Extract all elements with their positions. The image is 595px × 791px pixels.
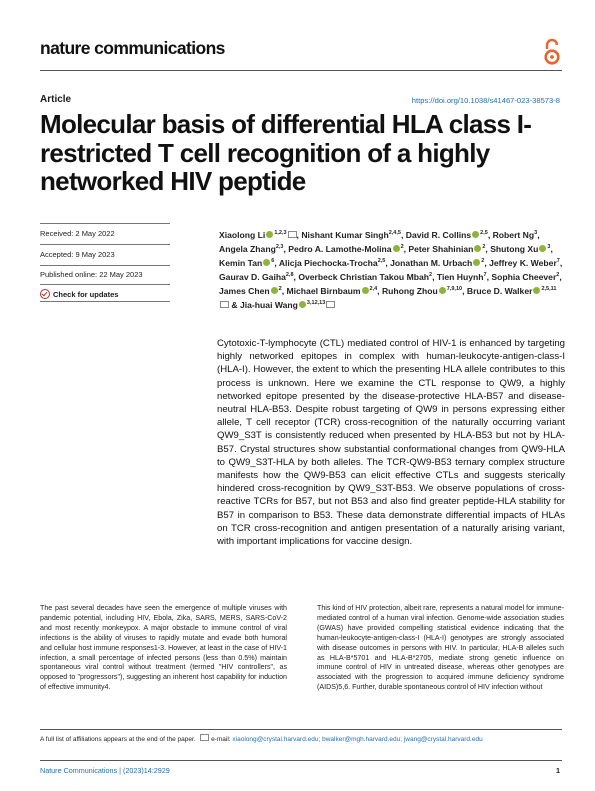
check-updates-icon <box>40 289 50 299</box>
orcid-icon[interactable] <box>539 245 546 252</box>
author-affiliation: 2 <box>429 271 433 278</box>
author-name: David R. Collins <box>405 229 472 240</box>
body-column-left: The past several decades have seen the emergence of multiple viruses with pandemic potential, including HIV, Ebola, Zika, SARS, MERS, SARS-CoV-2 and most recently monkeypox. A major obstacle to immune control of viral infections is the ability of viruses to rapidly mutate and evade both humoral and cellular host immune responses1-3. However, at least in the case of HIV-1 infection, a small percentage of infected persons (less than 0.5%) maintain spontaneous viral control without treatment (termed "HIV controllers", as opposed to "progressors"), suggesting an inherent host capability for induction of effective immunity4. <box>40 604 287 692</box>
divider <box>40 301 170 302</box>
orcid-icon[interactable] <box>299 301 306 308</box>
author-affiliation: 6 <box>271 257 275 264</box>
orcid-icon[interactable] <box>271 287 278 294</box>
published-date: Published online: 22 May 2023 <box>40 270 143 279</box>
email-label: e-mail: <box>211 736 231 743</box>
mail-icon[interactable] <box>220 301 229 308</box>
orcid-icon[interactable] <box>472 231 479 238</box>
email-addresses[interactable]: xiaolong@crystal.harvard.edu; bwalker@mgh.harvard.edu; jwang@crystal.harvard.edu <box>232 736 483 743</box>
author-affiliation: 2,5 <box>377 257 386 264</box>
author[interactable] <box>390 258 484 268</box>
author[interactable] <box>219 286 282 296</box>
orcid-icon[interactable] <box>533 287 540 294</box>
author-name: Gaurav D. Gaiha <box>219 271 286 282</box>
author-affiliation: 7,9,10 <box>446 285 463 292</box>
author-affiliation: 2 <box>556 271 560 278</box>
author-affiliation: 2,4,5 <box>388 230 401 236</box>
footer-citation: Nature Communications | (2023)14:2929 <box>40 766 170 775</box>
journal-name: nature communications <box>40 38 225 58</box>
author-affiliation: 2,5 <box>480 230 488 236</box>
orcid-icon[interactable] <box>263 259 270 266</box>
author[interactable] <box>219 258 274 268</box>
open-access-icon <box>543 38 561 66</box>
affiliation-note: A full list of affiliations appears at the end of the paper. <box>40 736 196 743</box>
author-name: Robert Ng <box>492 229 535 240</box>
author-list: Xiaolong Li $^{1,2,3}$ , Nishant Kumar Singh$^{2,4,5}$, David R. Collins $^{2,5}$, Robert Ng$^3$, Angela Zhang$^{2,3}$, Pedro A. Lamothe-Molina $^2$, Peter Shahinian $^2$, Shutong Xu $^3$, Kemin Tan $^6$, Alicja Piechocka-Trocha$^{2,5}$, Jonathan M. Urbach $^2$, Jeffrey K. Weber$^7$, Gaurav D. Gaiha$^{2,8}$, Overbeck Christian Takou Mbah$^2$, Tien Huynh$^7$, Sophia Cheever$^2$, James Chen $^2$, Michael Birnbaum $^{2,4}$, Ruhong Zhou $^{7,9,10}$, Bruce D. Walker $^{2,5,11}$ & Jia-huai Wang $^{3,12,13}$ <box>219 229 563 310</box>
author[interactable] <box>240 300 335 310</box>
footer-rule <box>40 760 562 761</box>
author[interactable] <box>219 244 283 254</box>
author[interactable] <box>437 272 487 282</box>
author-name: Alicja Piechocka-Trocha <box>278 257 378 268</box>
divider <box>40 265 170 266</box>
mail-icon[interactable] <box>326 301 335 308</box>
author[interactable] <box>288 244 403 254</box>
article-type: Article <box>40 94 72 105</box>
author[interactable] <box>382 286 462 296</box>
orcid-icon[interactable] <box>393 245 400 252</box>
mail-icon[interactable] <box>288 231 297 238</box>
author-affiliation: 3 <box>547 243 551 250</box>
author-name: Kemin Tan <box>219 257 263 268</box>
author[interactable] <box>279 258 386 268</box>
orcid-icon[interactable] <box>439 287 446 294</box>
author[interactable] <box>219 272 294 282</box>
author-name: Overbeck Christian Takou Mbah <box>298 271 430 282</box>
author-affiliation: 7 <box>483 271 487 278</box>
orcid-icon[interactable] <box>266 231 273 238</box>
author-name: Angela Zhang <box>219 243 276 254</box>
author-affiliation: 2,3 <box>275 243 284 250</box>
author-name: Ruhong Zhou <box>381 285 438 296</box>
author-affiliation: 2,8 <box>285 271 294 278</box>
author-affiliation: 2 <box>400 243 404 250</box>
author-name: Bruce D. Walker <box>466 285 533 296</box>
check-updates-label: Check for updates <box>53 289 119 299</box>
author[interactable] <box>286 286 377 296</box>
mail-icon <box>200 734 209 741</box>
author-name: Shutong Xu <box>490 243 539 254</box>
author-name: Jia-huai Wang <box>239 299 298 310</box>
doi-link[interactable]: https://doi.org/10.1038/s41467-023-38573-8 <box>411 96 560 105</box>
author-name: Tien Huynh <box>436 271 484 282</box>
author[interactable] <box>219 230 297 240</box>
abstract: Cytotoxic-T-lymphocyte (CTL) mediated control of HIV-1 is enhanced by targeting highly networked epitopes in complex with human-leukocyte-antigen-class-I (HLA-I). However, the extent to which the presenting HLA allele contributes to this process is unknown. Here we examine the CTL response to QW9, a highly networked epitope presented by the disease-protective HLA-B57 and disease-neutral HLA-B53. Despite robust targeting of QW9 in persons expressing either allele, T cell receptor (TCR) cross-recognition of the naturally occurring variant QW9_S3T is consistently reduced when presented by HLA-B53 but not by HLA-B57. Crystal structures show substantial conformational changes from QW9-HLA to QW9_S3T-HLA by both alleles. The TCR-QW9-B53 ternary complex structure manifests how the QW9-B53 can elicit effective CTLs and suggests sterically hindered cross-recognition by QW9_S3T-B53. We observe populations of cross-reactive TCRs for B57, but not B53 and also find greater peptide-HLA stability for B57 in comparison to B53. These data demonstrate differential impacts of HLAs on TCR cross-recognition and antigen presentation of a naturally arising variant, with important implications for vaccine design. <box>217 338 565 548</box>
author-name: Pedro A. Lamothe-Molina <box>288 243 392 254</box>
header-rule <box>40 70 562 71</box>
author-name: Sophia Cheever <box>491 271 557 282</box>
divider <box>40 244 170 245</box>
author-name: Nishant Kumar Singh <box>301 229 389 240</box>
author[interactable] <box>490 244 550 254</box>
author-name: Peter Shahinian <box>408 243 474 254</box>
author-affiliation: 3 <box>534 230 538 236</box>
orcid-icon[interactable] <box>473 259 480 266</box>
received-date: Received: 2 May 2022 <box>40 229 115 238</box>
divider <box>40 284 170 285</box>
author-affiliation: 7 <box>556 257 560 264</box>
author-affiliation: 2 <box>482 243 486 250</box>
author[interactable] <box>301 230 401 240</box>
check-updates-button[interactable] <box>40 289 118 299</box>
orcid-icon[interactable] <box>474 245 481 252</box>
author-affiliation: 2 <box>481 257 485 264</box>
accepted-date: Accepted: 9 May 2023 <box>40 250 115 259</box>
author[interactable] <box>491 272 559 282</box>
author-affiliation: 3,12,13 <box>306 299 326 306</box>
author[interactable] <box>493 230 538 240</box>
body-column-right: This kind of HIV protection, albeit rare, represents a natural model for immune-mediated control of a human viral infection. Genome-wide association studies (GWAS) have provided compelling statistical evidence indicating that the human-leukocyte-antigen-class-I (HLA-I) genotypes are strongly associated with disease outcomes in persons with HIV. In particular, HLA-B alleles such as HLA-B*5701 and HLA-B*2705, mediate strong genetic influence on immune control of HIV in untreated disease, whereas other genotypes are associated with the progression to acquired immune deficiency syndrome (AIDS)5,6. Further, durable spontaneous control of HIV infection without <box>317 604 564 692</box>
author-name: James Chen <box>219 285 270 296</box>
author-name: Jonathan M. Urbach <box>390 257 473 268</box>
author-affiliation: 1,2,3 <box>274 230 287 236</box>
footnote-rule <box>40 729 562 730</box>
author-name: Jeffrey K. Weber <box>489 257 557 268</box>
author[interactable] <box>406 230 488 240</box>
author-name: Michael Birnbaum <box>286 285 361 296</box>
footnote <box>40 734 565 743</box>
author[interactable] <box>298 272 432 282</box>
author-affiliation: 2,4 <box>369 285 378 292</box>
page-number: 1 <box>556 766 560 775</box>
author-affiliation: 2,5,11 <box>541 285 557 292</box>
paper-title: Molecular basis of differential HLA class I-restricted T cell recognition of a highly networked HIV peptide <box>40 109 532 196</box>
author[interactable] <box>408 244 485 254</box>
divider <box>40 223 170 224</box>
author-name: Xiaolong Li <box>219 229 266 240</box>
author[interactable] <box>489 258 560 268</box>
orcid-icon[interactable] <box>362 287 369 294</box>
author-affiliation: 2 <box>278 285 282 292</box>
